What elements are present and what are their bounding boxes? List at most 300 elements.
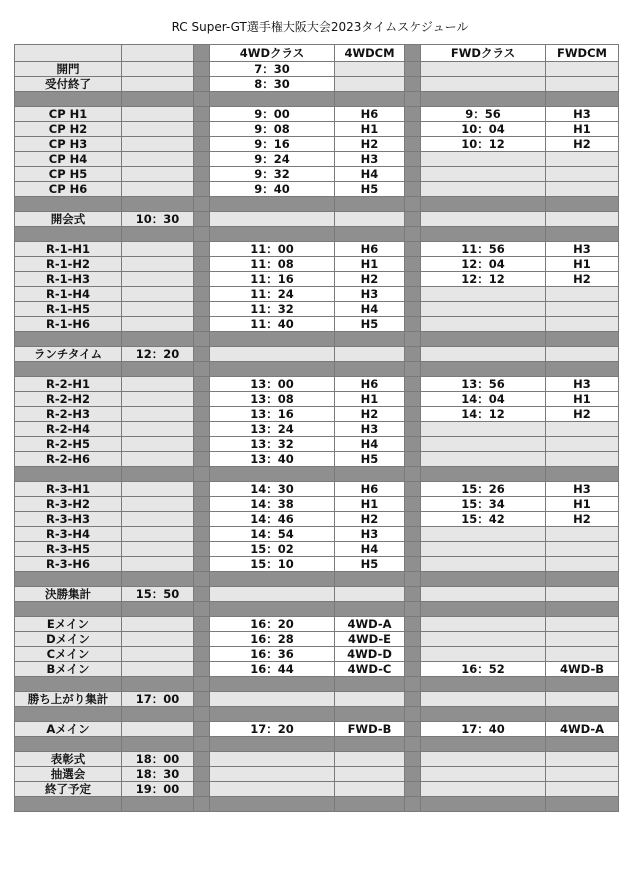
schedule-row xyxy=(15,392,619,407)
event-label: R-1-H6 xyxy=(15,317,122,332)
4wd-time: 9：00 xyxy=(210,107,335,122)
separator-cell xyxy=(122,677,194,692)
event-time xyxy=(122,167,194,182)
4wd-time: 13：40 xyxy=(210,452,335,467)
4wdcm-heat: H4 xyxy=(335,542,405,557)
4wdcm-heat xyxy=(335,752,405,767)
separator-cell xyxy=(421,602,546,617)
schedule-row xyxy=(15,617,619,632)
4wdcm-heat: H6 xyxy=(335,107,405,122)
gap-cell xyxy=(405,482,421,497)
separator-cell xyxy=(122,572,194,587)
event-time xyxy=(122,527,194,542)
fwdcm-heat xyxy=(546,182,619,197)
separator-row xyxy=(15,737,619,752)
event-time xyxy=(122,557,194,572)
schedule-row xyxy=(15,542,619,557)
4wd-time xyxy=(210,782,335,797)
event-time xyxy=(122,497,194,512)
event-label: Aメイン xyxy=(15,722,122,737)
fwdcm-heat: H1 xyxy=(546,392,619,407)
schedule-row xyxy=(15,302,619,317)
fwdcm-heat: H2 xyxy=(546,512,619,527)
fwd-time xyxy=(421,62,546,77)
event-time xyxy=(122,152,194,167)
gap-cell xyxy=(194,182,210,197)
4wd-time: 13：16 xyxy=(210,407,335,422)
separator-cell xyxy=(194,362,210,377)
gap-cell xyxy=(194,407,210,422)
4wdcm-heat: H6 xyxy=(335,482,405,497)
fwd-time xyxy=(421,182,546,197)
gap-cell xyxy=(194,152,210,167)
separator-cell xyxy=(15,197,122,212)
separator-cell xyxy=(194,677,210,692)
fwdcm-heat xyxy=(546,752,619,767)
event-time xyxy=(122,287,194,302)
gap-cell xyxy=(405,137,421,152)
4wd-time: 9：24 xyxy=(210,152,335,167)
event-time: 15：50 xyxy=(122,587,194,602)
gap-cell xyxy=(405,317,421,332)
fwd-time xyxy=(421,347,546,362)
4wd-time: 9：16 xyxy=(210,137,335,152)
4wd-time: 9：08 xyxy=(210,122,335,137)
event-label: R-2-H4 xyxy=(15,422,122,437)
4wd-time: 14：30 xyxy=(210,482,335,497)
4wd-time: 16：20 xyxy=(210,617,335,632)
event-time xyxy=(122,257,194,272)
event-time: 10：30 xyxy=(122,212,194,227)
separator-cell xyxy=(15,467,122,482)
event-time xyxy=(122,452,194,467)
schedule-row xyxy=(15,107,619,122)
fwd-time xyxy=(421,317,546,332)
fwdcm-heat xyxy=(546,77,619,92)
schedule-table xyxy=(14,44,619,812)
header-time xyxy=(122,45,194,62)
gap-cell xyxy=(194,347,210,362)
separator-cell xyxy=(405,677,421,692)
gap-cell xyxy=(194,542,210,557)
gap-cell xyxy=(194,107,210,122)
4wd-time: 11：24 xyxy=(210,287,335,302)
gap-cell xyxy=(405,77,421,92)
fwdcm-heat: 4WD-B xyxy=(546,662,619,677)
separator-cell xyxy=(210,737,335,752)
fwdcm-heat xyxy=(546,782,619,797)
fwd-time xyxy=(421,557,546,572)
separator-cell xyxy=(546,602,619,617)
gap-cell xyxy=(405,407,421,422)
separator-cell xyxy=(405,467,421,482)
4wd-time: 11：08 xyxy=(210,257,335,272)
event-time xyxy=(122,302,194,317)
gap-cell xyxy=(194,392,210,407)
separator-cell xyxy=(421,362,546,377)
event-label: CP H3 xyxy=(15,137,122,152)
gap-cell xyxy=(405,527,421,542)
gap-cell xyxy=(405,377,421,392)
4wdcm-heat: H2 xyxy=(335,407,405,422)
gap-cell xyxy=(405,722,421,737)
event-label: 抽選会 xyxy=(15,767,122,782)
4wdcm-heat: 4WD-A xyxy=(335,617,405,632)
separator-cell xyxy=(194,602,210,617)
separator-cell xyxy=(335,362,405,377)
schedule-row xyxy=(15,137,619,152)
gap-cell xyxy=(405,437,421,452)
schedule-row xyxy=(15,632,619,647)
4wd-time xyxy=(210,692,335,707)
4wdcm-heat xyxy=(335,347,405,362)
4wd-time: 15：10 xyxy=(210,557,335,572)
gap-cell xyxy=(405,647,421,662)
event-time xyxy=(122,617,194,632)
separator-cell xyxy=(194,92,210,107)
fwdcm-heat: H2 xyxy=(546,272,619,287)
4wd-time: 16：44 xyxy=(210,662,335,677)
fwdcm-heat xyxy=(546,617,619,632)
separator-cell xyxy=(15,362,122,377)
event-time xyxy=(122,512,194,527)
event-label: CP H6 xyxy=(15,182,122,197)
fwd-time xyxy=(421,437,546,452)
fwd-time xyxy=(421,587,546,602)
4wdcm-heat: H1 xyxy=(335,392,405,407)
event-time: 18：00 xyxy=(122,752,194,767)
event-time: 12：20 xyxy=(122,347,194,362)
separator-cell xyxy=(421,197,546,212)
fwdcm-heat xyxy=(546,587,619,602)
schedule-row xyxy=(15,407,619,422)
fwd-time: 9：56 xyxy=(421,107,546,122)
separator-cell xyxy=(122,227,194,242)
gap-cell xyxy=(194,122,210,137)
fwd-time xyxy=(421,632,546,647)
4wd-time: 16：36 xyxy=(210,647,335,662)
fwd-time xyxy=(421,212,546,227)
separator-cell xyxy=(405,707,421,722)
separator-cell xyxy=(194,332,210,347)
fwd-time xyxy=(421,617,546,632)
separator-cell xyxy=(335,677,405,692)
separator-cell xyxy=(335,197,405,212)
separator-cell xyxy=(15,797,122,812)
separator-row xyxy=(15,197,619,212)
separator-cell xyxy=(122,467,194,482)
gap-cell xyxy=(405,422,421,437)
separator-cell xyxy=(15,92,122,107)
gap-cell xyxy=(405,122,421,137)
4wd-time: 9：32 xyxy=(210,167,335,182)
separator-cell xyxy=(194,227,210,242)
fwd-time: 12：04 xyxy=(421,257,546,272)
fwd-time: 17：40 xyxy=(421,722,546,737)
fwdcm-heat xyxy=(546,692,619,707)
separator-row xyxy=(15,677,619,692)
event-label: CP H2 xyxy=(15,122,122,137)
gap-cell xyxy=(194,287,210,302)
fwdcm-heat xyxy=(546,287,619,302)
separator-cell xyxy=(546,467,619,482)
separator-cell xyxy=(194,197,210,212)
separator-cell xyxy=(122,197,194,212)
4wdcm-heat: H5 xyxy=(335,182,405,197)
separator-cell xyxy=(546,707,619,722)
fwd-time xyxy=(421,287,546,302)
fwd-time xyxy=(421,422,546,437)
separator-cell xyxy=(122,92,194,107)
gap-cell xyxy=(194,302,210,317)
fwd-time: 16：52 xyxy=(421,662,546,677)
separator-cell xyxy=(421,332,546,347)
event-label: R-2-H2 xyxy=(15,392,122,407)
gap-cell xyxy=(405,182,421,197)
event-time xyxy=(122,482,194,497)
4wd-time: 17：20 xyxy=(210,722,335,737)
gap-cell xyxy=(194,692,210,707)
schedule-row xyxy=(15,782,619,797)
gap-cell xyxy=(194,647,210,662)
4wd-time: 13：00 xyxy=(210,377,335,392)
gap-cell xyxy=(194,62,210,77)
4wd-time: 13：32 xyxy=(210,437,335,452)
separator-cell xyxy=(194,707,210,722)
separator-cell xyxy=(122,362,194,377)
4wd-time: 13：08 xyxy=(210,392,335,407)
fwdcm-heat: H1 xyxy=(546,122,619,137)
event-label: R-3-H1 xyxy=(15,482,122,497)
gap-cell xyxy=(194,137,210,152)
event-label: 終了予定 xyxy=(15,782,122,797)
event-label: CP H4 xyxy=(15,152,122,167)
header-row xyxy=(15,45,619,62)
separator-cell xyxy=(15,572,122,587)
event-time xyxy=(122,137,194,152)
4wd-time: 14：38 xyxy=(210,497,335,512)
separator-cell xyxy=(546,362,619,377)
4wdcm-heat: H5 xyxy=(335,317,405,332)
separator-cell xyxy=(15,677,122,692)
fwdcm-heat: H3 xyxy=(546,107,619,122)
event-label: R-2-H5 xyxy=(15,437,122,452)
fwdcm-heat xyxy=(546,767,619,782)
fwdcm-heat xyxy=(546,347,619,362)
schedule-row xyxy=(15,527,619,542)
separator-cell xyxy=(546,737,619,752)
4wdcm-heat xyxy=(335,77,405,92)
separator-cell xyxy=(122,737,194,752)
gap-cell xyxy=(405,767,421,782)
event-label: 決勝集計 xyxy=(15,587,122,602)
separator-row xyxy=(15,572,619,587)
gap-cell xyxy=(405,632,421,647)
schedule-row xyxy=(15,692,619,707)
event-label: CP H5 xyxy=(15,167,122,182)
separator-cell xyxy=(335,602,405,617)
4wdcm-heat: 4WD-D xyxy=(335,647,405,662)
separator-cell xyxy=(421,467,546,482)
4wdcm-heat xyxy=(335,587,405,602)
4wd-time: 16：28 xyxy=(210,632,335,647)
gap-cell xyxy=(194,782,210,797)
event-time xyxy=(122,377,194,392)
event-time: 17：00 xyxy=(122,692,194,707)
fwd-time xyxy=(421,647,546,662)
event-label: R-3-H6 xyxy=(15,557,122,572)
separator-cell xyxy=(210,602,335,617)
separator-cell xyxy=(210,677,335,692)
fwdcm-heat xyxy=(546,452,619,467)
gap-cell xyxy=(405,692,421,707)
gap-cell xyxy=(405,242,421,257)
schedule-row xyxy=(15,647,619,662)
4wdcm-heat: H6 xyxy=(335,242,405,257)
schedule-row xyxy=(15,272,619,287)
fwdcm-heat xyxy=(546,557,619,572)
separator-row xyxy=(15,707,619,722)
fwd-time: 10：12 xyxy=(421,137,546,152)
separator-row xyxy=(15,92,619,107)
fwd-time: 15：34 xyxy=(421,497,546,512)
gap-cell xyxy=(194,587,210,602)
separator-row xyxy=(15,362,619,377)
event-time xyxy=(122,647,194,662)
fwd-time: 14：12 xyxy=(421,407,546,422)
event-time xyxy=(122,722,194,737)
event-label: R-2-H3 xyxy=(15,407,122,422)
4wd-time: 8：30 xyxy=(210,77,335,92)
fwdcm-heat: H1 xyxy=(546,497,619,512)
gap-cell xyxy=(194,452,210,467)
event-time xyxy=(122,437,194,452)
4wd-time: 11：16 xyxy=(210,272,335,287)
event-label: R-1-H2 xyxy=(15,257,122,272)
schedule-row xyxy=(15,722,619,737)
event-label: R-2-H6 xyxy=(15,452,122,467)
4wdcm-heat xyxy=(335,782,405,797)
event-time xyxy=(122,242,194,257)
gap-cell xyxy=(405,392,421,407)
gap-cell xyxy=(405,557,421,572)
gap-cell xyxy=(405,752,421,767)
fwd-time xyxy=(421,752,546,767)
event-label: R-3-H5 xyxy=(15,542,122,557)
separator-cell xyxy=(546,677,619,692)
event-time xyxy=(122,62,194,77)
4wdcm-heat: H1 xyxy=(335,497,405,512)
separator-cell xyxy=(421,677,546,692)
fwd-time: 12：12 xyxy=(421,272,546,287)
event-time xyxy=(122,542,194,557)
fwdcm-heat xyxy=(546,647,619,662)
4wdcm-heat: H5 xyxy=(335,452,405,467)
4wdcm-heat: 4WD-C xyxy=(335,662,405,677)
separator-cell xyxy=(210,362,335,377)
separator-cell xyxy=(15,737,122,752)
fwdcm-heat xyxy=(546,62,619,77)
separator-cell xyxy=(122,797,194,812)
gap-cell xyxy=(194,242,210,257)
separator-cell xyxy=(546,572,619,587)
event-time xyxy=(122,272,194,287)
header-4wd-class: 4WDクラス xyxy=(210,45,335,62)
schedule-row xyxy=(15,767,619,782)
separator-cell xyxy=(546,92,619,107)
4wdcm-heat: H1 xyxy=(335,122,405,137)
4wd-time xyxy=(210,752,335,767)
fwd-time: 13：56 xyxy=(421,377,546,392)
event-label: Dメイン xyxy=(15,632,122,647)
gap-cell xyxy=(194,557,210,572)
gap-cell xyxy=(194,422,210,437)
event-time xyxy=(122,662,194,677)
separator-cell xyxy=(122,707,194,722)
event-label: CP H1 xyxy=(15,107,122,122)
4wd-time: 13：24 xyxy=(210,422,335,437)
separator-cell xyxy=(122,332,194,347)
gap-cell xyxy=(405,347,421,362)
4wdcm-heat xyxy=(335,212,405,227)
event-label: R-1-H3 xyxy=(15,272,122,287)
gap-cell xyxy=(194,722,210,737)
gap-cell xyxy=(405,662,421,677)
schedule-row xyxy=(15,497,619,512)
event-label: 表彰式 xyxy=(15,752,122,767)
event-label: R-2-H1 xyxy=(15,377,122,392)
separator-cell xyxy=(546,332,619,347)
separator-cell xyxy=(15,227,122,242)
event-label: 開会式 xyxy=(15,212,122,227)
separator-cell xyxy=(335,737,405,752)
schedule-row xyxy=(15,212,619,227)
event-time: 18：30 xyxy=(122,767,194,782)
event-time xyxy=(122,122,194,137)
fwd-time xyxy=(421,77,546,92)
event-label: Bメイン xyxy=(15,662,122,677)
event-time xyxy=(122,77,194,92)
4wd-time: 14：54 xyxy=(210,527,335,542)
header-fwd-class: FWDクラス xyxy=(421,45,546,62)
event-time xyxy=(122,317,194,332)
separator-row xyxy=(15,332,619,347)
4wd-time xyxy=(210,587,335,602)
separator-cell xyxy=(405,227,421,242)
separator-cell xyxy=(405,92,421,107)
separator-cell xyxy=(421,797,546,812)
gap-cell xyxy=(194,77,210,92)
separator-cell xyxy=(405,797,421,812)
separator-cell xyxy=(335,572,405,587)
4wdcm-heat: FWD-B xyxy=(335,722,405,737)
fwdcm-heat xyxy=(546,422,619,437)
4wdcm-heat: H1 xyxy=(335,257,405,272)
separator-cell xyxy=(546,197,619,212)
event-label: 開門 xyxy=(15,62,122,77)
event-time xyxy=(122,182,194,197)
schedule-row xyxy=(15,452,619,467)
fwdcm-heat: H2 xyxy=(546,137,619,152)
event-label: R-3-H4 xyxy=(15,527,122,542)
gap-cell xyxy=(194,317,210,332)
gap-cell xyxy=(405,452,421,467)
separator-row xyxy=(15,467,619,482)
gap-cell xyxy=(405,287,421,302)
event-label: 勝ち上がり集計 xyxy=(15,692,122,707)
fwdcm-heat xyxy=(546,152,619,167)
event-label: R-1-H1 xyxy=(15,242,122,257)
